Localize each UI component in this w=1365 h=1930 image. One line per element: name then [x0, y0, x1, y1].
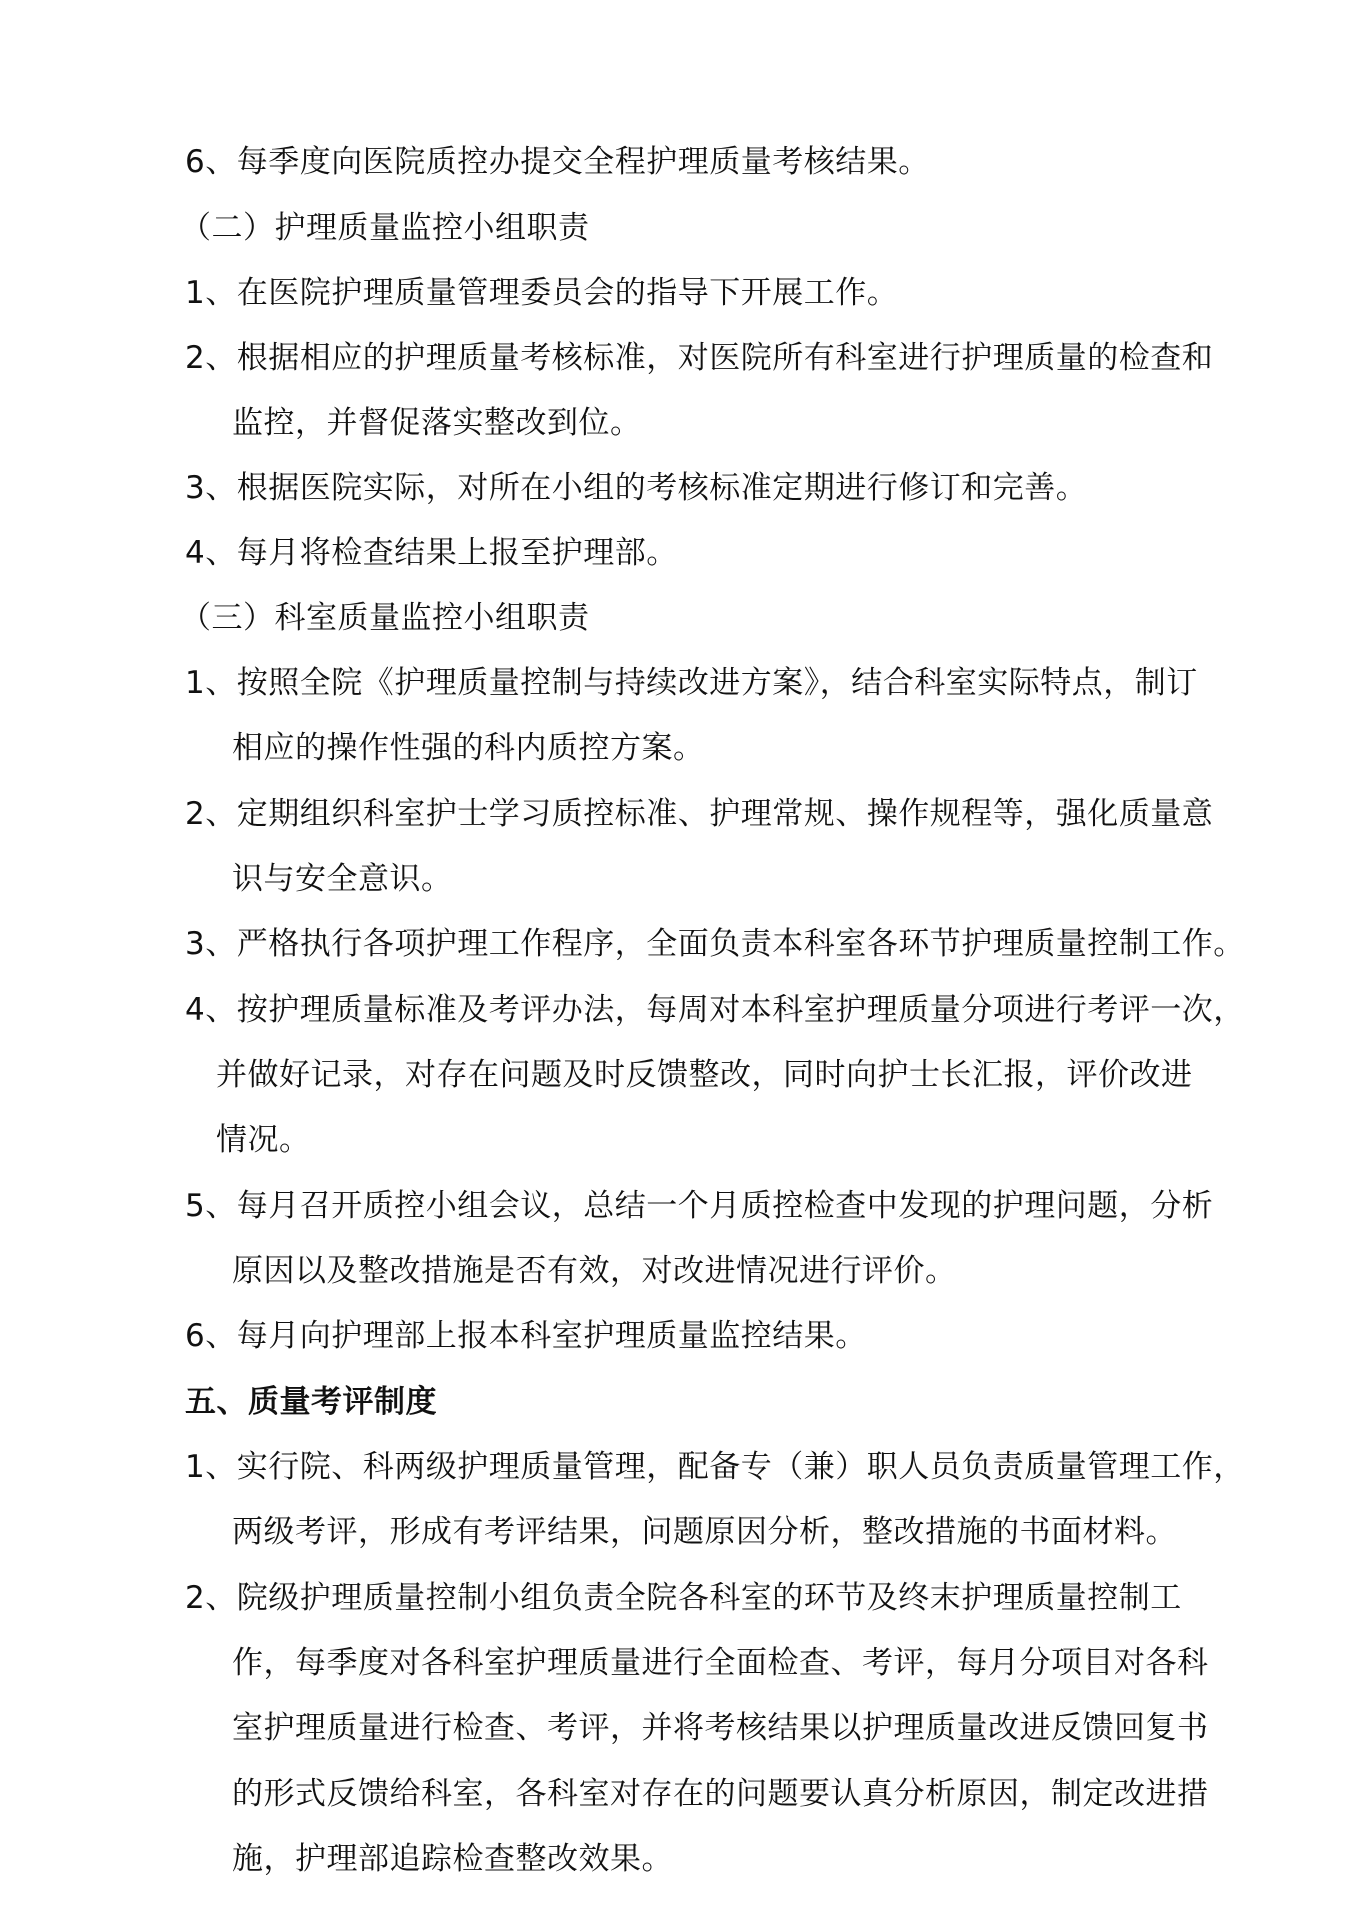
item-5-monthly-meeting: 5、每月召开质控小组会议，总结一个月质控检查中发现的护理问题，分析 — [185, 1188, 1214, 1224]
item-1-two-level-management: 1、实行院、科两级护理质量管理，配备专（兼）职人员负责质量管理工作， — [185, 1449, 1245, 1485]
item-2-assessment-standards: 2、根据相应的护理质量考核标准，对医院所有科室进行护理质量的检查和 — [185, 340, 1214, 376]
item-4-monthly-report: 4、每月将检查结果上报至护理部。 — [185, 535, 678, 571]
section-heading-evaluation-system: 五、质量考评制度 — [185, 1384, 437, 1420]
item-3-procedures: 3、严格执行各项护理工作程序，全面负责本科室各环节护理质量控制工作。 — [185, 926, 1245, 962]
item-1-continuation: 相应的操作性强的科内质控方案。 — [232, 730, 705, 766]
item-1-quality-plan: 1、按照全院《护理质量控制与持续改进方案》，结合科室实际特点，制订 — [185, 665, 1198, 701]
item-4-weekly-evaluation: 4、按护理质量标准及考评办法，每周对本科室护理质量分项进行考评一次， — [185, 992, 1245, 1028]
subheading-department-group-duties: （三）科室质量监控小组职责 — [180, 600, 590, 636]
item-6-monthly-results: 6、每月向护理部上报本科室护理质量监控结果。 — [185, 1318, 867, 1354]
item-2-training-continuation: 识与安全意识。 — [232, 861, 453, 897]
item-2-hospital-continuation: 作，每季度对各科室护理质量进行全面检查、考评，每月分项目对各科 — [232, 1645, 1209, 1681]
item-2-continuation: 监控，并督促落实整改到位。 — [232, 405, 642, 441]
item-1-two-level-continuation: 两级考评，形成有考评结果，问题原因分析，整改措施的书面材料。 — [232, 1514, 1177, 1550]
item-4-continuation-2: 情况。 — [216, 1122, 311, 1158]
item-2-hospital-continuation-2: 室护理质量进行检查、考评，并将考核结果以护理质量改进反馈回复书 — [232, 1710, 1209, 1746]
item-2-hospital-continuation-3: 的形式反馈给科室，各科室对存在的问题要认真分析原因，制定改进措 — [232, 1776, 1209, 1812]
item-3-revise-standards: 3、根据医院实际，对所在小组的考核标准定期进行修订和完善。 — [185, 470, 1088, 506]
item-1-committee-guidance: 1、在医院护理质量管理委员会的指导下开展工作。 — [185, 275, 899, 311]
item-2-hospital-continuation-4: 施，护理部追踪检查整改效果。 — [232, 1841, 673, 1877]
item-2-training: 2、定期组织科室护士学习质控标准、护理常规、操作规程等，强化质量意 — [185, 796, 1214, 832]
subheading-monitoring-group-duties: （二）护理质量监控小组职责 — [180, 210, 590, 246]
item-4-continuation: 并做好记录，对存在问题及时反馈整改，同时向护士长汇报，评价改进 — [216, 1057, 1193, 1093]
item-5-continuation: 原因以及整改措施是否有效，对改进情况进行评价。 — [232, 1253, 957, 1289]
item-2-hospital-control-group: 2、院级护理质量控制小组负责全院各科室的环节及终末护理质量控制工 — [185, 1580, 1182, 1616]
item-6-quarterly-report: 6、每季度向医院质控办提交全程护理质量考核结果。 — [185, 144, 930, 180]
